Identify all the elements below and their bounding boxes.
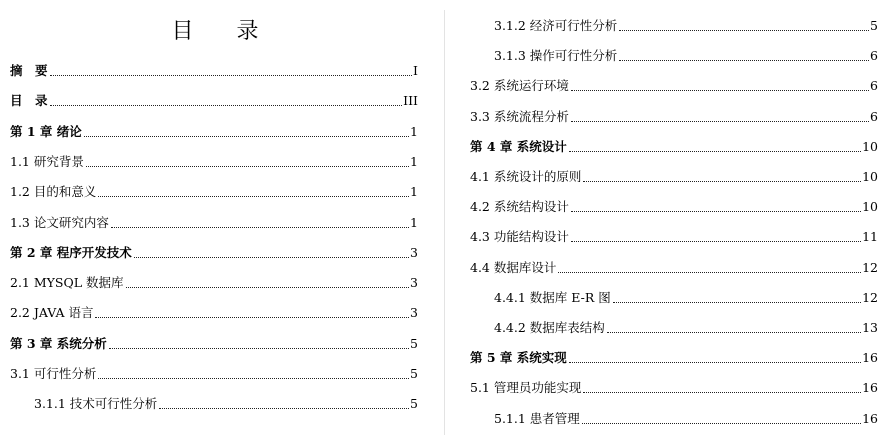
toc-entry-label: 1.2 目的和意义 (10, 184, 97, 200)
toc-entry[interactable] (470, 195, 878, 215)
toc-entry-page-number: 10 (862, 169, 878, 184)
toc-entry-page-number: 16 (862, 350, 878, 366)
toc-entry[interactable] (494, 407, 878, 427)
toc-entry[interactable] (10, 301, 418, 321)
toc-entry[interactable] (470, 135, 878, 155)
toc-entry[interactable] (10, 271, 418, 291)
toc-entry-page-number: 3 (410, 275, 418, 291)
toc-entry-page-number: 11 (862, 229, 878, 245)
toc-leader-dots (571, 211, 861, 212)
toc-entry-page-number: III (403, 93, 418, 109)
toc-leader-dots (98, 378, 409, 379)
toc-leader-dots (582, 423, 861, 424)
toc-entry-label: 4.3 功能结构设计 (470, 229, 569, 245)
toc-entry-page-number: 16 (862, 410, 878, 426)
toc-entry-page-number: 5 (870, 18, 878, 33)
toc-entry-page-number: 1 (410, 214, 418, 230)
toc-leader-dots (571, 241, 861, 242)
toc-leader-dots (569, 151, 861, 152)
toc-leader-dots (98, 196, 409, 197)
toc-leader-dots (86, 166, 409, 167)
toc-entry-page-number: 6 (870, 48, 878, 64)
toc-leader-dots (84, 136, 409, 137)
toc-leader-dots (613, 302, 861, 303)
toc-entry-label: 4.1 系统设计的原则 (470, 169, 582, 184)
toc-entry-label: 第 1 章 绪论 (10, 123, 82, 139)
toc-leader-dots (583, 181, 861, 182)
toc-entry-label: 2.2 JAVA 语言 (10, 305, 94, 321)
toc-entry-label: 3.1.2 经济可行性分析 (494, 18, 618, 33)
toc-entry-label: 1.3 论文研究内容 (10, 214, 109, 230)
toc-entry-label: 第 4 章 系统设计 (470, 138, 567, 154)
toc-entry[interactable] (470, 105, 878, 125)
toc-leader-dots (126, 287, 410, 288)
toc-entry[interactable] (470, 256, 878, 276)
toc-leader-dots (95, 317, 409, 318)
toc-entry-page-number: 16 (862, 380, 878, 396)
toc-leader-dots (569, 362, 861, 363)
toc-entry[interactable] (10, 332, 418, 352)
toc-leader-dots (583, 392, 861, 393)
toc-leader-dots (134, 257, 409, 258)
toc-entry[interactable] (494, 44, 878, 64)
toc-entry-page-number: 5 (410, 366, 418, 381)
toc-title: 目 录 (171, 19, 277, 44)
toc-entry[interactable] (494, 286, 878, 306)
toc-entry-page-number: 6 (870, 78, 878, 94)
toc-entry[interactable] (470, 346, 878, 366)
toc-leader-dots (50, 75, 413, 76)
toc-leader-dots (607, 332, 861, 333)
toc-leader-dots (111, 227, 409, 228)
toc-entry[interactable] (10, 89, 418, 109)
toc-entry-label: 3.2 系统运行环境 (470, 78, 569, 94)
toc-entry[interactable] (10, 362, 418, 382)
toc-entry[interactable] (10, 211, 418, 231)
toc-entry-page-number: 12 (862, 259, 878, 275)
toc-entry-page-number: 5 (410, 396, 418, 412)
toc-entry[interactable] (10, 150, 418, 170)
toc-entry-page-number: 12 (862, 289, 878, 305)
toc-entry[interactable] (10, 59, 418, 79)
toc-entry[interactable] (494, 14, 878, 34)
toc-entry-label: 第 3 章 系统分析 (10, 335, 107, 351)
toc-leader-dots (619, 60, 869, 61)
toc-entry-page-number: 3 (410, 305, 418, 321)
toc-entry[interactable] (470, 74, 878, 94)
toc-page-right (458, 0, 888, 441)
toc-entry[interactable] (470, 165, 878, 185)
toc-entry-label: 5.1.1 患者管理 (494, 410, 580, 426)
toc-leader-dots (619, 30, 869, 31)
toc-leader-dots (571, 121, 869, 122)
toc-entry-page-number: 1 (410, 153, 418, 169)
toc-entry-page-number: 13 (862, 320, 878, 335)
toc-entry[interactable] (10, 180, 418, 200)
toc-leader-dots (50, 105, 403, 106)
toc-entry-label: 5.1 管理员功能实现 (470, 380, 582, 396)
toc-entry-page-number: 1 (410, 184, 418, 200)
toc-entry-page-number: 6 (870, 108, 878, 124)
toc-entry-page-number: 10 (862, 199, 878, 215)
toc-entry-page-number: 1 (410, 123, 418, 139)
toc-entry-label: 2.1 MYSQL 数据库 (10, 275, 124, 291)
toc-entry-label: 3.1.1 技术可行性分析 (34, 396, 158, 412)
toc-entry[interactable] (34, 392, 418, 412)
toc-entry-label: 第 5 章 系统实现 (470, 350, 567, 366)
toc-entry-page-number: I (413, 63, 418, 78)
toc-entry-label: 4.2 系统结构设计 (470, 199, 569, 215)
toc-entry-label: 摘 要 (10, 63, 48, 78)
toc-entry[interactable] (470, 225, 878, 245)
toc-entry-page-number: 3 (410, 244, 418, 260)
toc-leader-dots (571, 90, 869, 91)
toc-entry[interactable] (470, 376, 878, 396)
toc-page-left (0, 0, 430, 441)
toc-entry[interactable] (10, 241, 418, 261)
toc-entry-page-number: 10 (862, 138, 878, 154)
toc-entry-label: 4.4 数据库设计 (470, 259, 557, 275)
toc-entry-label: 4.4.2 数据库表结构 (494, 320, 605, 335)
toc-entry-label: 第 2 章 程序开发技术 (10, 244, 132, 260)
toc-entry-label: 3.3 系统流程分析 (470, 108, 569, 124)
toc-entry-label: 3.1.3 操作可行性分析 (494, 48, 618, 64)
toc-entry[interactable] (494, 316, 878, 336)
toc-entry-page-number: 5 (410, 335, 418, 351)
toc-entry-label: 目 录 (10, 93, 48, 109)
toc-leader-dots (109, 348, 409, 349)
page-divider (444, 10, 445, 435)
toc-leader-dots (159, 408, 409, 409)
toc-entry[interactable] (10, 120, 418, 140)
toc-entry-label: 3.1 可行性分析 (10, 366, 97, 381)
toc-entry-label: 4.4.1 数据库 E-R 图 (494, 289, 611, 305)
toc-entry-label: 1.1 研究背景 (10, 153, 84, 169)
toc-leader-dots (558, 272, 861, 273)
